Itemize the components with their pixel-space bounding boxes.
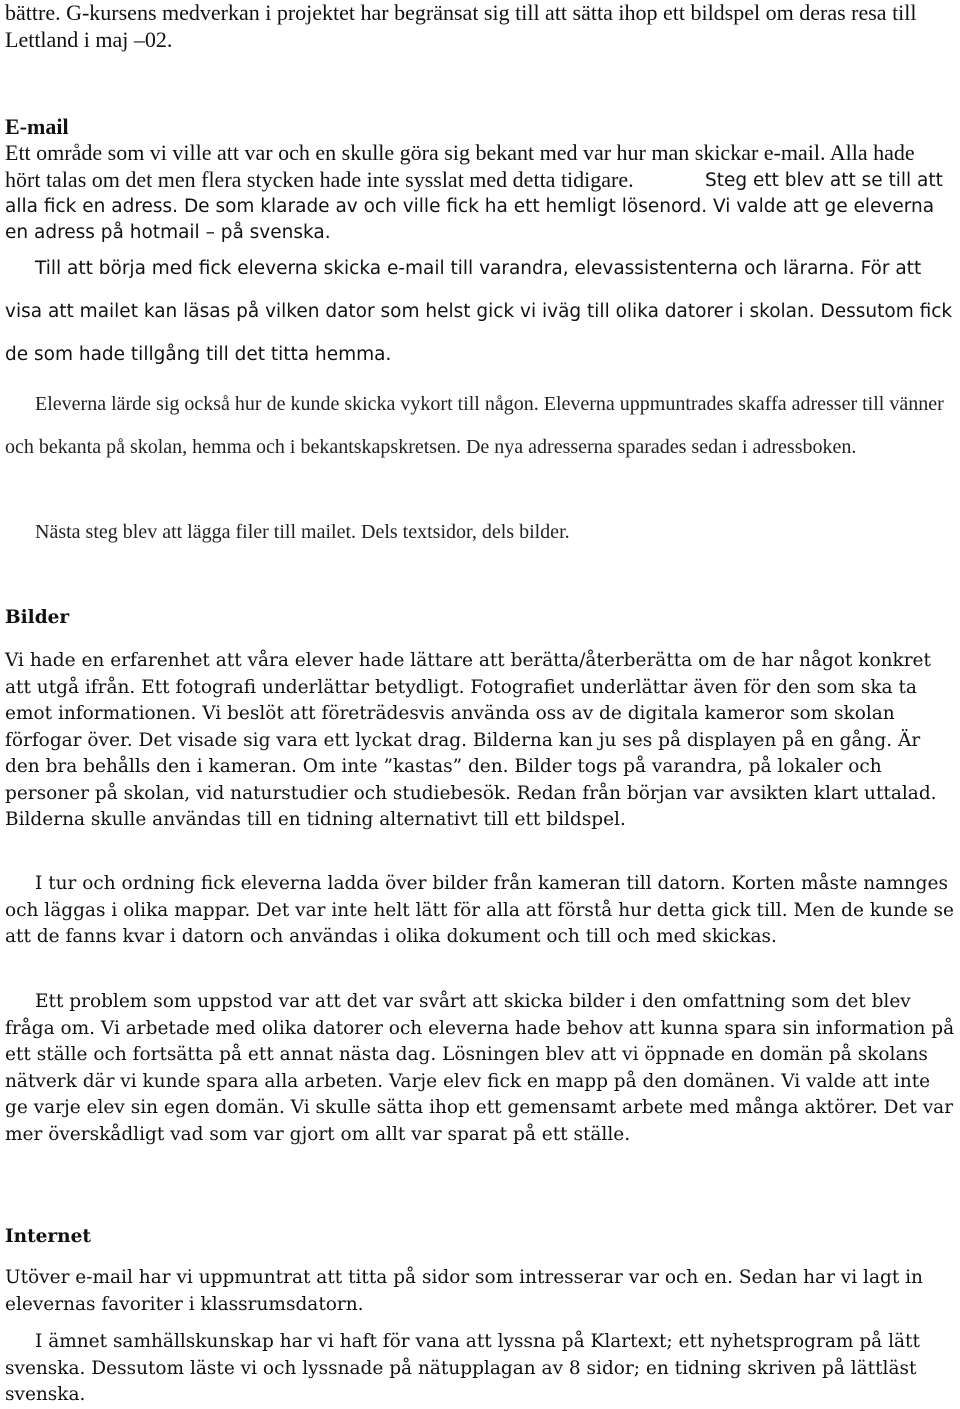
internet-paragraph-2: I ämnet samhällskunskap har vi haft för vana att lyssna på Klartext; ett nyhetsprogram på lätt svenska. Dessutom läste vi och lyssnade på nätupplagan av 8 sidor; en tidning skriven på lättläst svenska.: [5, 1331, 920, 1405]
internet-heading: Internet: [5, 1226, 91, 1247]
intro-paragraph: bättre. G-kursens medverkan i projektet har begränsat sig till att sätta ihop ett bildspel om deras resa till Lettland i maj –02.: [5, 0, 917, 52]
bilder-paragraph-1: Vi hade en erfarenhet att våra elever hade lättare att berätta/återberätta om de har något konkret att utgå ifrån. Ett fotografi underlättar betydligt. Fotografiet underlättar även för den som ska ta emot informationen. Vi beslöt att företrädesvis använda oss av de digitala kameror som skolan förfogar över. Det visade sig vara ett lyckat drag. Bilderna kan ju ses på displayen på en gång. Är den bra behålls den i kameran. Om inte ”kastas” den. Bilder togs på varandra, på lokaler och personer på skolan, vid naturstudier och studiebesök. Redan från början var avsikten klart uttalad. Bilderna skulle användas till en tidning alternativt till ett bildspel.: [5, 650, 937, 830]
internet-paragraph-1: Utöver e-mail har vi uppmuntrat att titta på sidor som intresserar var och en. Sedan har vi lagt in elevernas favoriter i klassrumsdatorn.: [5, 1267, 923, 1315]
email-paragraph-2: Till att börja med fick eleverna skicka e-mail till varandra, elevassistenterna och lärarna. För att visa att mailet kan läsas på vilken dator som helst gick vi iväg till olika datorer i skolan. Dessutom fick de som hade tillgång till det titta hemma.: [5, 258, 953, 365]
email-heading: E-mail: [5, 114, 69, 139]
bilder-paragraph-2: I tur och ordning fick eleverna ladda över bilder från kameran till datorn. Korten måste namnges och läggas i olika mappar. Det var inte helt lätt för alla att förstå hur detta gick till. Men de kunde se att de fanns kvar i datorn och användas i olika dokument och till och med skickas.: [5, 873, 954, 947]
email-paragraph-4: Nästa steg blev att lägga filer till mailet. Dels textsidor, dels bilder.: [35, 521, 570, 543]
email-paragraph-3: Eleverna lärde sig också hur de kunde skicka vykort till någon. Eleverna uppmuntrades skaffa adresser till vänner och bekanta på skolan, hemma och i bekantskapskretsen. De nya adresserna sparades sedan i adressboken.: [5, 393, 944, 458]
email-paragraph-1b: Steg ett blev att se till att alla fick en adress. De som klarade av och ville fick ha ett hemligt lösenord. Vi valde att ge eleverna en adress på hotmail – på svenska.: [5, 170, 943, 243]
bilder-heading: Bilder: [5, 607, 70, 628]
email-paragraph-1: Ett område som vi ville att var och en skulle göra sig bekant med var hur man skickar e-mail. Alla hade hört talas om det men flera stycken hade inte sysslat med detta tidigare.: [5, 140, 915, 192]
bilder-paragraph-3: Ett problem som uppstod var att det var svårt att skicka bilder i den omfattning som det blev fråga om. Vi arbetade med olika datorer och eleverna hade behov att kunna spara sin information på ett ställe och fortsätta på ett annat nästa dag. Lösningen blev att vi öppnade en domän på skolans nätverk där vi kunde spara alla arbeten. Varje elev fick en mapp på den domänen. Vi valde att inte ge varje elev sin egen domän. Vi skulle sätta ihop ett gemensamt arbete med många aktörer. Det var mer överskådligt vad som var gjort om allt var sparat på ett ställe.: [5, 991, 955, 1145]
